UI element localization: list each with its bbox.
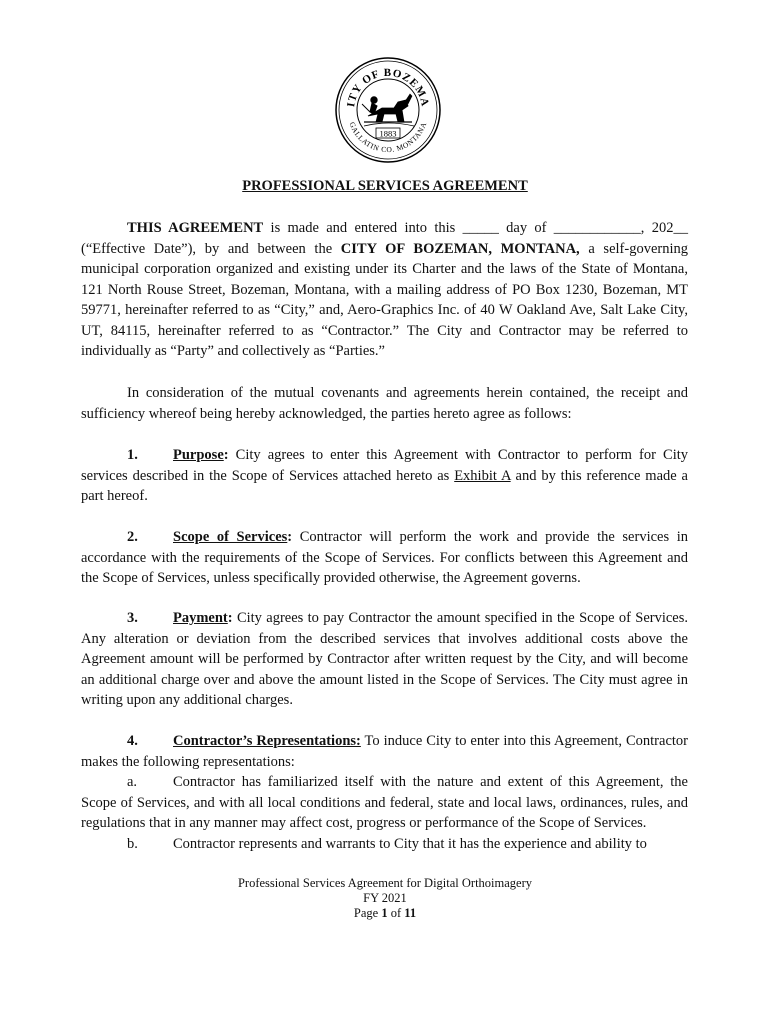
section-1-number: 1. [127,447,138,463]
footer-total-pages: 11 [404,906,417,920]
intro-city-name: CITY OF BOZEMAN, MONTANA, [340,240,580,257]
footer-page-of: of [387,906,405,920]
section-2-number: 2. [127,529,138,545]
footer-page-number [0,906,770,921]
section-4a-label: a. [127,774,138,790]
seal-year-text: 1883 [379,128,397,139]
consideration-paragraph: In consideration of the mutual covenants and agreements herein contained, the receipt and sufficiency whereof being hereby acknowledged, the parties hereto agree as follows: [81,385,688,422]
section-3-paragraph [81,608,688,711]
page-footer [0,876,770,921]
section-4-heading: Contractor’s Representations: [173,733,361,749]
section-3-colon: : [227,610,233,626]
section-1-text-end: and by this reference made a part hereof. [81,467,688,504]
svg-text:GALLATIN CO. MONTANA: GALLATIN CO. MONTANA [347,120,429,155]
footer-page-prefix: Page [353,906,382,920]
city-seal-logo [334,56,442,164]
section-1-paragraph [81,445,688,507]
section-4-text: To induce City to enter into this Agreement, Contractor makes the following representations: [81,733,688,770]
section-3-heading: Payment [173,610,228,626]
section-4-paragraph [81,731,688,854]
exhibit-a-reference: Exhibit A [454,467,511,484]
intro-text-1: is made and entered into this _____ day of ____________, 202__ (“Effective Date”), by and between the [81,220,688,257]
svg-text:CITY OF BOZEMAN: ITY OF BOZEMA [345,66,432,109]
section-4a-text: Contractor has familiarized itself with the nature and extent of this Agreement, the Scope of Services, and with all local conditions and federal, state and local laws, ordinances, rules, and regulations that in any manner may affect cost, progress or performance of the Scope of Services. [81,774,688,831]
document-title: PROFESSIONAL SERVICES AGREEMENT [242,178,528,194]
section-4b-label: b. [127,835,138,852]
intro-lead: THIS AGREEMENT [127,220,264,236]
section-1-heading: Purpose [173,447,224,463]
section-2-heading: Scope of Services [173,529,288,545]
section-2-text: Contractor will perform the work and provide the services in accordance with the requirements of the Scope of Services. For conflicts between this Agreement and the Scope of Services, unless specifically provided otherwise, the Agreement governs. [81,529,689,586]
section-3-number: 3. [127,610,138,626]
section-1-colon: : [223,447,229,463]
footer-current-page: 1 [381,906,388,920]
section-2-paragraph [81,527,688,589]
section-4-number: 4. [127,733,138,749]
intro-text-2: a self-governing municipal corporation organized and existing under its Charter and the laws of the State of Montana, 121 North Rouse Street, Bozeman, Montana, with a mailing address of PO Box 1230, Bozeman, MT 59771, hereinafter referred to as “City,” and, Aero-Graphics Inc. of 40 W Oakland Ave, Salt Lake City, UT, 84115, hereinafter referred to as “Contractor.” The City and Contractor may be referred to individually as “Party” and collectively as “Parties.” [81,240,688,359]
section-4b-text: Contractor represents and warrants to City that it has the experience and ability to [173,835,647,852]
footer-agreement-title: Professional Services Agreement for Digital Orthoimagery [237,876,533,890]
footer-fiscal-year: FY 2021 [363,891,407,905]
section-3-text: City agrees to pay Contractor the amount specified in the Scope of Services. Any alteration or deviation from the described services that involves additional costs above the Agreement amount will be performed by Contractor after written request by the City, and will become an additional charge over and above the amount listed in the Scope of Services. The City must agree in writing upon any additional charges. [81,610,688,708]
section-1-text: City agrees to enter this Agreement with Contractor to perform for City services described in the Scope of Services attached hereto as [81,447,688,484]
section-2-colon: : [287,529,293,545]
intro-paragraph [81,218,688,362]
